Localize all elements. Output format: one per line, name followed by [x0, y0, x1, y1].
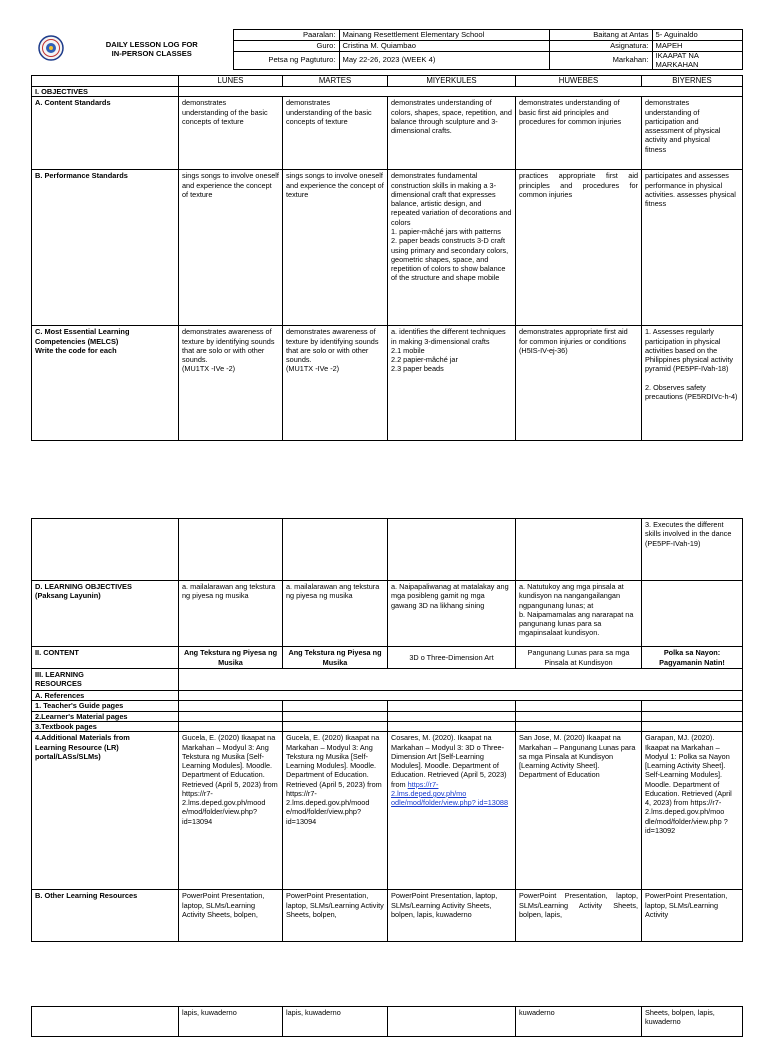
title-line-1: DAILY LESSON LOG FOR [105, 40, 198, 49]
markahan-label: Markahan: [549, 52, 652, 70]
additional-material-huwebes: San Jose, M. (2020) Ikaapat na Markahan – Pangunang Lunas para sa mga Pinsala at Kundisyon [Learning Activity Sheet]. Department of Education [516, 732, 642, 890]
lesson-table-page-1 [31, 75, 743, 441]
other-resource-lunes: PowerPoint Presentation, laptop, SLMs/Learning Activity Sheets, bolpen, [179, 890, 283, 942]
tg-pages-miyerkules [388, 701, 516, 711]
baitang-value: 5- Aguinaldo [652, 30, 742, 41]
melc-martes: demonstrates awareness of texture by identifying sounds that are solo or with other sounds. (MU1TX -IVe -2) [283, 326, 388, 441]
content-standard-biyernes: demonstrates understanding of participation and assessment of physical activity and physical fitness [642, 97, 743, 170]
learning-objective-miyerkules: a. Naipapaliwanag at matalakay ang mga posibleng gamit ng mga gawang 3D na likhang sining [388, 581, 516, 647]
content-biyernes: Polka sa Nayon: Pagyamanin Natin! [642, 647, 743, 669]
melc-huwebes: demonstrates appropriate first aid for common injuries or conditions (H5IS-IV-ej-36) [516, 326, 642, 441]
melc-biyernes: 1. Assesses regularly participation in physical activities based on the Philippines physical activity pyramid (PE5PF-IVah-18) 2. Observes safety precautions (PE5RDIVc-h-4) [642, 326, 743, 441]
other-resource-continued-blank [32, 1007, 179, 1037]
content-standard-miyerkules: demonstrates understanding of colors, shapes, space, repetition, and balance through sculpture and 3-dimensional crafts. [388, 97, 516, 170]
guro-label: Guro: [233, 41, 339, 52]
lm-pages-miyerkules [388, 711, 516, 721]
lm-pages-martes [283, 711, 388, 721]
deped-seal-icon [38, 35, 64, 61]
day-header-huwebes: HUWEBES [516, 76, 642, 87]
content-lunes: Ang Tekstura ng Piyesa ng Musika [179, 647, 283, 669]
textbook-pages-martes [283, 721, 388, 731]
additional-material-miyerkules [388, 732, 516, 890]
textbook-pages-lunes [179, 721, 283, 731]
petsa-value: May 22-26, 2023 (WEEK 4) [339, 52, 549, 70]
content-huwebes: Pangunang Lunas para sa mga Pinsala at Kundisyon [516, 647, 642, 669]
content-martes: Ang Tekstura ng Piyesa ng Musika [283, 647, 388, 669]
additional-material-lunes: Gucela, E. (2020) Ikaapat na Markahan – Modyul 3: Ang Tekstura ng Musika [Self-Learning Modules]. Moodle. Department of Education. Retrieved (April 5, 2023) from https://r7-2.lms.deped.gov.ph/mood e/mod/folder/view.php? id=13094 [179, 732, 283, 890]
section-content-standards: A. Content Standards [32, 97, 179, 170]
section-textbook-pages: 3.Textbook pages [32, 721, 179, 731]
section-lm-pages: 2.Learner's Material pages [32, 711, 179, 721]
day-header-lunes: LUNES [179, 76, 283, 87]
content-standard-lunes: demonstrates understanding of the basic concepts of texture [179, 97, 283, 170]
additional-material-miyerkules-text: Cosares, M. (2020). Ikaapat na Markahan – Modyul 3: 3D o Three-Dimension Art [Self-Learning Modules]. Moodle. Department of Education. Retrieved (April 5, 2023) from [391, 733, 507, 789]
day-header-miyerkules: MIYERKULES [388, 76, 516, 87]
section-performance-standards: B. Performance Standards [32, 170, 179, 326]
references-span [179, 690, 743, 700]
melc-continued-blank [32, 519, 179, 581]
melc-continued-huwebes [516, 519, 642, 581]
markahan-value: IKAAPAT NA MARKAHAN [652, 52, 742, 70]
title-line-2: IN-PERSON CLASSES [111, 48, 192, 58]
other-resource-continued-lunes: lapis, kuwaderno [179, 1007, 283, 1037]
paaralan-label: Paaralan: [233, 30, 339, 41]
other-resource-martes: PowerPoint Presentation, laptop, SLMs/Learning Activity Sheets, bolpen, [283, 890, 388, 942]
document-title [71, 30, 233, 70]
petsa-label: Petsa ng Pagtuturo: [233, 52, 339, 70]
section-tg-pages: 1. Teacher's Guide pages [32, 701, 179, 711]
day-header-blank [32, 76, 179, 87]
objectives-span [179, 87, 743, 97]
lm-pages-huwebes [516, 711, 642, 721]
other-resource-continued-biyernes: Sheets, bolpen, lapis, kuwaderno [642, 1007, 743, 1037]
paaralan-value: Mainang Resettlement Elementary School [339, 30, 549, 41]
melc-miyerkules: a. identifies the different techniques in making 3-dimensional crafts 2.1 mobile 2.2 papier-mâché jar 2.3 paper beads [388, 326, 516, 441]
guro-value: Cristina M. Quiambao [339, 41, 549, 52]
other-resource-continued-miyerkules [388, 1007, 516, 1037]
lm-pages-biyernes [642, 711, 743, 721]
section-other-resources: B. Other Learning Resources [32, 890, 179, 942]
other-resource-miyerkules: PowerPoint Presentation, laptop, SLMs/Learning Activity Sheets, bolpen, lapis, kuwaderno [388, 890, 516, 942]
performance-standard-huwebes: practices appropriate first aid principles and procedures for common injuries [516, 170, 642, 326]
learning-objective-martes: a. mailalarawan ang tekstura ng piyesa ng musika [283, 581, 388, 647]
content-standard-huwebes: demonstrates understanding of basic first aid principles and procedures for common injuries [516, 97, 642, 170]
content-standard-martes: demonstrates understanding of the basic concepts of texture [283, 97, 388, 170]
header-table [31, 29, 743, 70]
additional-material-biyernes: Garapan, MJ. (2020). Ikaapat na Markahan – Modyul 1: Polka sa Nayon [Learning Activity Sheet]. Self-Learning Modules]. Moodle. Department of Education. Retrieved (April 4, 2023) from https://r7-2.lms.deped.gov.ph/moo dle/mod/folder/view.php ?id=13092 [642, 732, 743, 890]
section-learning-objectives: D. LEARNING OBJECTIVES (Paksang Layunin) [32, 581, 179, 647]
melc-lunes: demonstrates awareness of texture by identifying sounds that are solo or with other sounds. (MU1TX -IVe -2) [179, 326, 283, 441]
tg-pages-biyernes [642, 701, 743, 711]
section-references: A. References [32, 690, 179, 700]
section-additional-materials: 4.Additional Materials from Learning Resource (LR) portal/LASs/SLMs) [32, 732, 179, 890]
section-melcs: C. Most Essential Learning Competencies (MELCS) Write the code for each [32, 326, 179, 441]
textbook-pages-miyerkules [388, 721, 516, 731]
other-resource-continued-huwebes: kuwaderno [516, 1007, 642, 1037]
asignatura-value: MAPEH [652, 41, 742, 52]
asignatura-label: Asignatura: [549, 41, 652, 52]
other-resource-biyernes: PowerPoint Presentation, laptop, SLMs/Learning Activity [642, 890, 743, 942]
lm-pages-lunes [179, 711, 283, 721]
melc-continued-biyernes: 3. Executes the different skills involved in the dance (PE5PF-IVah-19) [642, 519, 743, 581]
content-miyerkules: 3D o Three-Dimension Art [388, 647, 516, 669]
performance-standard-lunes: sings songs to involve oneself and experience the concept of texture [179, 170, 283, 326]
textbook-pages-biyernes [642, 721, 743, 731]
performance-standard-biyernes: participates and assesses performance in physical activities. assesses physical fitness [642, 170, 743, 326]
learning-resources-span [179, 669, 743, 691]
day-header-martes: MARTES [283, 76, 388, 87]
melc-continued-lunes [179, 519, 283, 581]
deped-seal [31, 30, 71, 70]
additional-material-miyerkules-link[interactable]: https://r7-2.lms.deped.gov.ph/mo odle/mod/folder/view.php? id=13088 [391, 779, 509, 808]
section-content: II. CONTENT [32, 647, 179, 669]
tg-pages-lunes [179, 701, 283, 711]
day-header-biyernes: BIYERNES [642, 76, 743, 87]
section-learning-resources: III. LEARNING RESOURCES [32, 669, 179, 691]
performance-standard-martes: sings songs to involve oneself and experience the concept of texture [283, 170, 388, 326]
tg-pages-huwebes [516, 701, 642, 711]
textbook-pages-huwebes [516, 721, 642, 731]
performance-standard-miyerkules: demonstrates fundamental construction skills in making a 3-dimensional craft that expresses balance, artistic design, and repeated variation of decorations and colors 1. papier-mâché jars with patterns 2. paper beads constructs 3-D craft using primary and secondary colors, geometric shapes, space, and repetition of colors to show balance of the structure and shape mobile [388, 170, 516, 326]
other-resource-continued-martes: lapis, kuwaderno [283, 1007, 388, 1037]
learning-objective-huwebes: a. Natutukoy ang mga pinsala at kundisyon na nangangailangan ngpangunang lunas; at b. Naipamamalas ang nararapat na pangunang lunas para sa mgapinsalaat kundisyon. [516, 581, 642, 647]
melc-continued-martes [283, 519, 388, 581]
lesson-table-page-3 [31, 1006, 743, 1037]
learning-objective-biyernes [642, 581, 743, 647]
lesson-table-page-2 [31, 518, 743, 942]
section-objectives: I. OBJECTIVES [32, 87, 179, 97]
melc-continued-miyerkules [388, 519, 516, 581]
tg-pages-martes [283, 701, 388, 711]
learning-objective-lunes: a. mailalarawan ang tekstura ng piyesa ng musika [179, 581, 283, 647]
baitang-label: Baitang at Antas [549, 30, 652, 41]
other-resource-huwebes: PowerPoint Presentation, laptop, SLMs/Learning Activity Sheets, bolpen, lapis, [516, 890, 642, 942]
additional-material-martes: Gucela, E. (2020) Ikaapat na Markahan – Modyul 3: Ang Tekstura ng Musika [Self-Learning Modules]. Moodle. Department of Education. Retrieved (April 5, 2023) from https://r7-2.lms.deped.gov.ph/mood e/mod/folder/view.php? id=13094 [283, 732, 388, 890]
